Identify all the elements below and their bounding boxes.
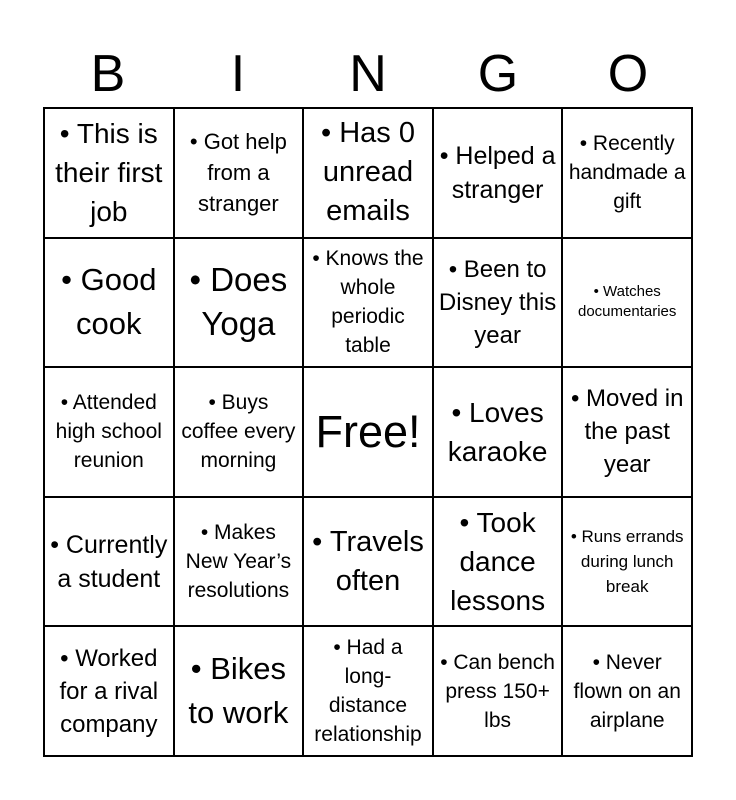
bingo-cell-r1c1[interactable] bbox=[44, 108, 174, 238]
cell-text: • Loves karaoke bbox=[447, 396, 548, 467]
cell-text: • Got help from a stranger bbox=[189, 129, 287, 217]
cell-text: • Watches documentaries bbox=[578, 283, 677, 321]
cell-text: • Makes New Year’s resolutions bbox=[185, 521, 292, 603]
header-letter-g: G bbox=[477, 45, 519, 103]
cell-text: • Attended high school reunion bbox=[55, 391, 162, 473]
cell-text: • Currently a student bbox=[50, 530, 168, 593]
header-letter-i: I bbox=[230, 45, 246, 103]
cell-text: • Been to Disney this year bbox=[438, 255, 557, 349]
bingo-cell-r4c3[interactable] bbox=[303, 497, 433, 627]
cell-text: • Took dance lessons bbox=[450, 507, 546, 617]
bingo-header bbox=[43, 40, 693, 108]
bingo-cell-r4c5[interactable] bbox=[562, 497, 692, 627]
header-letter-o: O bbox=[607, 45, 649, 103]
cell-text: • Does Yoga bbox=[189, 261, 288, 343]
cell-text: • Buys coffee every morning bbox=[181, 391, 296, 473]
bingo-cell-r5c5[interactable] bbox=[562, 626, 692, 756]
cell-text: • Has 0 unread emails bbox=[321, 117, 415, 228]
bingo-cell-r1c4[interactable] bbox=[433, 108, 563, 238]
cell-text: • Helped a stranger bbox=[439, 141, 556, 204]
cell-text: • Runs errands during lunch break bbox=[570, 527, 684, 597]
cell-text: • Knows the whole periodic table bbox=[312, 247, 424, 358]
bingo-cell-r5c3[interactable] bbox=[303, 626, 433, 756]
bingo-cell-r2c2[interactable] bbox=[174, 238, 304, 368]
bingo-cell-r3c4[interactable] bbox=[433, 367, 563, 497]
cell-text: • Worked for a rival company bbox=[59, 644, 159, 738]
bingo-cell-r3c5[interactable] bbox=[562, 367, 692, 497]
bingo-cell-r3c1[interactable] bbox=[44, 367, 174, 497]
bingo-cell-r2c5[interactable] bbox=[562, 238, 692, 368]
bingo-cell-r4c2[interactable] bbox=[174, 497, 304, 627]
cell-text: • Recently handmade a gift bbox=[568, 132, 686, 214]
cell-text: • Bikes to work bbox=[188, 651, 289, 731]
bingo-cell-r2c3[interactable] bbox=[303, 238, 433, 368]
header-letter-b: B bbox=[90, 45, 126, 103]
free-space-text: Free! bbox=[315, 405, 421, 457]
cell-text: • Can bench press 150+ lbs bbox=[440, 650, 555, 732]
cell-text: • Travels often bbox=[312, 525, 424, 597]
bingo-cell-r4c4[interactable] bbox=[433, 497, 563, 627]
cell-text: • Had a long-distance relationship bbox=[314, 636, 422, 747]
bingo-cell-r5c1[interactable] bbox=[44, 626, 174, 756]
cell-text: • Never flown on an airplane bbox=[573, 650, 681, 732]
bingo-cell-free[interactable] bbox=[303, 367, 433, 497]
bingo-cell-r4c1[interactable] bbox=[44, 497, 174, 627]
cell-text: • Good cook bbox=[61, 262, 157, 342]
bingo-cell-r1c3[interactable] bbox=[303, 108, 433, 238]
bingo-cell-r2c4[interactable] bbox=[433, 238, 563, 368]
bingo-cell-r1c5[interactable] bbox=[562, 108, 692, 238]
cell-text: • Moved in the past year bbox=[570, 385, 684, 479]
bingo-cell-r1c2[interactable] bbox=[174, 108, 304, 238]
header-letter-n: N bbox=[349, 45, 387, 103]
bingo-cell-r3c2[interactable] bbox=[174, 367, 304, 497]
bingo-cell-r2c1[interactable] bbox=[44, 238, 174, 368]
bingo-grid bbox=[43, 107, 693, 757]
cell-text: • This is their first job bbox=[55, 118, 163, 228]
bingo-cell-r5c4[interactable] bbox=[433, 626, 563, 756]
bingo-cell-r5c2[interactable] bbox=[174, 626, 304, 756]
